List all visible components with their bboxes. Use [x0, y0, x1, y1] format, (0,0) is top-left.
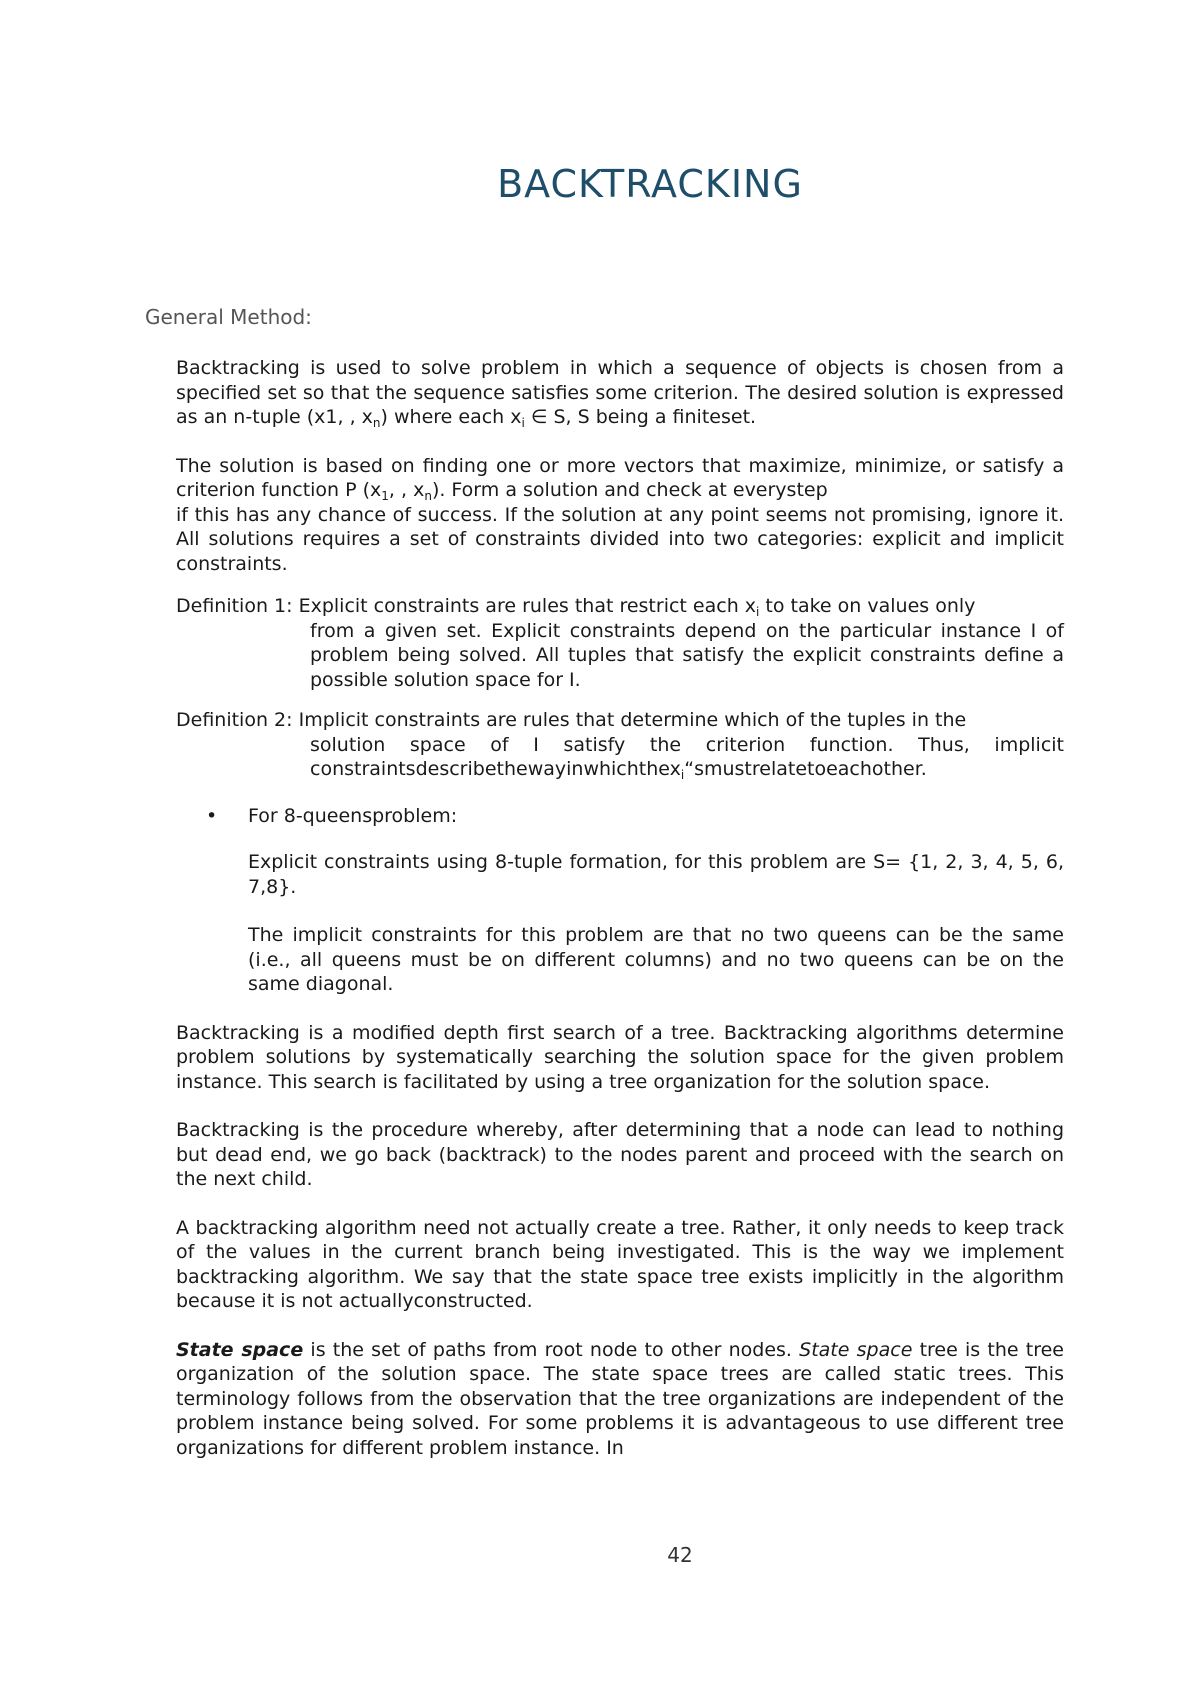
bullet-item-8-queens [206, 804, 1064, 829]
paragraph-dfs: Backtracking is a modified depth first search of a tree. Backtracking algorithms determine problem solutions by systematically searching the solution space for the given problem instance. This search is facilitated by using a tree organization for the solution space. [176, 1021, 1064, 1093]
bullet-icon: • [206, 804, 218, 827]
definition-1: Definition 1: Explicit constraints are rules that restrict each $x_i$ to take on values only from a given set. Explicit constraints depend on the particular instance I of problem being solved. All tuples that satisfy the explicit constraints define a possible solution space for I. [176, 595, 1064, 691]
page-title: BACKTRACKING [497, 162, 803, 206]
body-text [176, 356, 1064, 1460]
bullet-heading: For 8-queensproblem: [248, 804, 458, 827]
paragraph-intro: Backtracking is used to solve problem in which a sequence of objects is chosen from a specified set so that the sequence satisfies some criterion. The desired solution is expressed as an n-tuple (x1, , $x_n$) where each $x_i$ ∈ S, S being a finiteset. [176, 357, 1064, 430]
paragraph-procedure: Backtracking is the procedure whereby, after determining that a node can lead to nothing but dead end, we go back (backtrack) to the nodes parent and proceed with the search on the next child. [176, 1119, 1064, 1190]
section-heading: General Method: [145, 305, 312, 329]
paragraph-solution: The solution is based on finding one or more vectors that maximize, minimize, or satisfy a criterion function P ($x_1$, , $x_n$). Form a solution and check at everystep if this has any chance of success. If the solution at any point seems not promising, ignore it. All solutions requires a set of constraints divided into two categories: explicit and implicit constraints. [176, 454, 1064, 575]
term-state-space-2: State space [799, 1338, 913, 1361]
paragraph-explicit-example: Explicit constraints using 8-tuple formation, for this problem are S= {1, 2, 3, 4, 5, 6, 7,8}. [248, 851, 1064, 898]
definition-2: Definition 2: Implicit constraints are rules that determine which of the tuples in the solution space of I satisfy the criterion function. Thus, implicit constraintsdescribethewayinwhichthex$_i$“smustrelatetoeachother. [176, 709, 1064, 782]
definition-2-label: Definition 2: [176, 709, 293, 731]
term-state-space: State space [176, 1338, 304, 1361]
page-number: 42 [667, 1543, 693, 1567]
paragraph-implicit-tree: A backtracking algorithm need not actually create a tree. Rather, it only needs to keep track of the values in the current branch being investigated. This is the way we implement backtracking algorithm. We say that the state space tree exists implicitly in the algorithm because it is not actuallyconstructed. [176, 1216, 1064, 1312]
paragraph-implicit-example: The implicit constraints for this problem are that no two queens can be the same (i.e., all queens must be on different columns) and no two queens can be on the same diagonal. [248, 924, 1064, 995]
definition-1-label: Definition 1: [176, 595, 293, 617]
paragraph-state-space: State space is the set of paths from root node to other nodes. State space tree is the tree organization of the solution space. The state space trees are called static trees. This terminology follows from the observation that the tree organizations are independent of the problem instance being solved. For some problems it is advantageous to use different tree organizations for different problem instance. In [176, 1338, 1064, 1459]
